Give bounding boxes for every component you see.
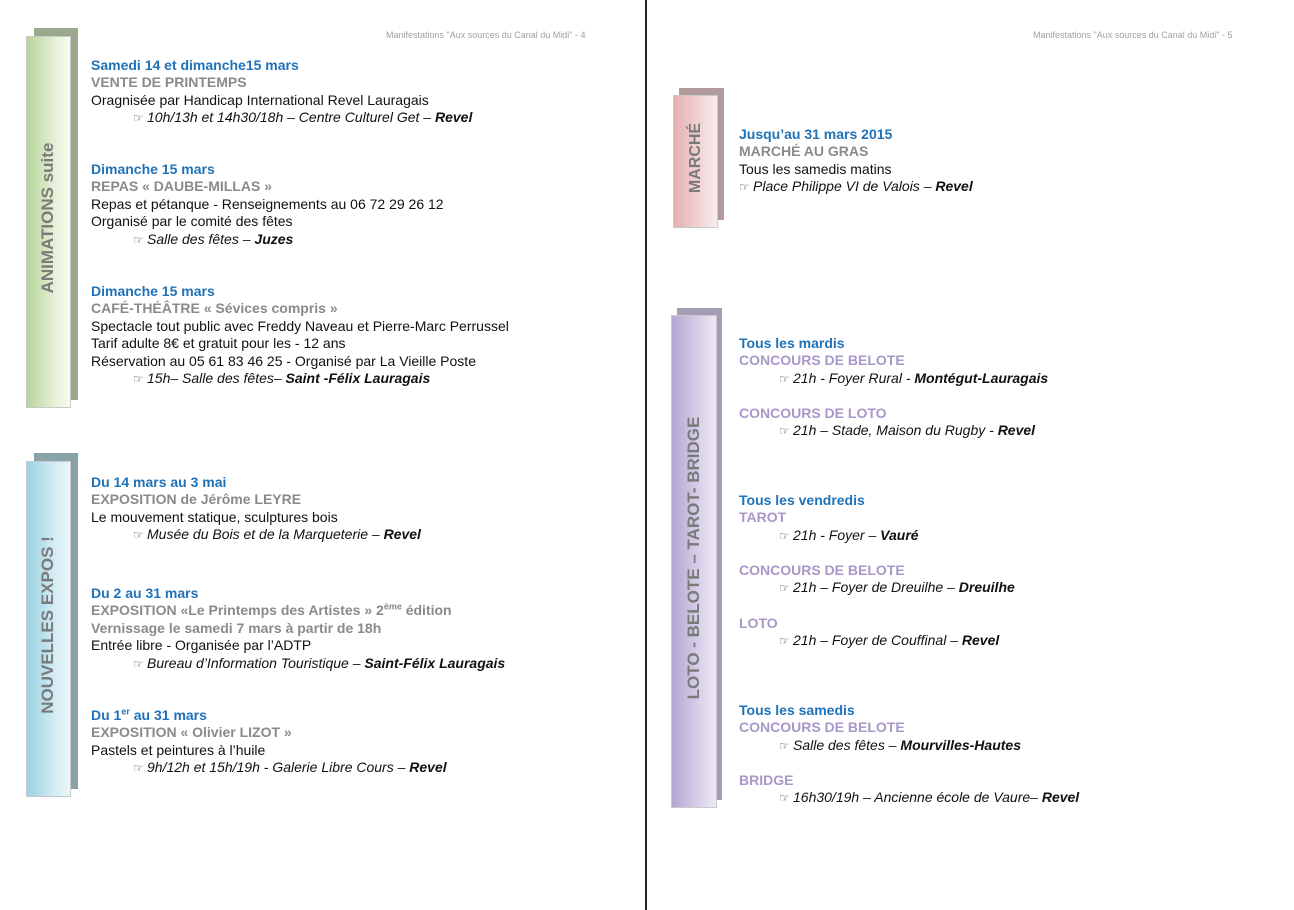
event-description: Tous les samedis matins — [739, 160, 892, 177]
pointing-hand-icon: ☞ — [779, 738, 790, 753]
event-town: Revel — [434, 109, 473, 126]
event-category: CONCOURS DE BELOTE — [739, 719, 905, 736]
event-town: Mourvilles-Hautes — [900, 736, 1021, 753]
event-location: ☞ Place Philippe VI de Valois – Revel — [739, 178, 973, 196]
event-description: Entrée libre - Organisée par l’ADTP — [91, 637, 312, 654]
tab-marche-label: MARCHÉ — [686, 122, 704, 194]
tab-loto-belote-label: LOTO - BELOTE – TAROT- BRIDGE — [683, 416, 703, 700]
event-date: Du 2 au 31 mars — [91, 585, 199, 601]
pointing-hand-icon: ☞ — [133, 656, 144, 671]
event-belote-vendredis — [739, 562, 1015, 598]
event-belote-samedis — [739, 702, 1021, 755]
event-town: Revel — [383, 526, 421, 543]
event-location: ☞ Salle des fêtes – Juzes — [133, 231, 444, 249]
event-date: Tous les vendredis — [739, 492, 865, 508]
event-town: Revel — [961, 632, 1000, 649]
event-marche-au-gras — [739, 126, 973, 197]
event-category: TAROT — [739, 509, 787, 526]
event-location: ☞ 21h - Foyer Rural - Montégut-Lauragais — [779, 370, 1048, 388]
event-town: Saint-Félix Lauragais — [364, 654, 506, 671]
pointing-hand-icon: ☞ — [779, 424, 790, 439]
event-date: Samedi 14 et dimanche15 mars — [91, 57, 299, 73]
event-location: ☞ 21h – Stade, Maison du Rugby - Revel — [779, 422, 1035, 440]
event-town: Vauré — [880, 526, 919, 543]
event-category: REPAS « DAUBE-MILLAS » — [91, 178, 272, 195]
event-town: Revel — [1041, 789, 1080, 806]
event-location: ☞ 21h – Foyer de Couffinal – Revel — [779, 632, 999, 650]
event-location: ☞ 10h/13h et 14h30/18h – Centre Culturel Get – Revel — [133, 109, 472, 127]
event-date: Dimanche 15 mars — [91, 283, 215, 299]
event-expo-printemps-artistes — [91, 585, 505, 673]
event-category: EXPOSITION « Olivier LIZOT » — [91, 724, 292, 741]
pointing-hand-icon: ☞ — [779, 634, 790, 649]
event-location: ☞ Bureau d’Information Touristique – Saint-Félix Lauragais — [133, 655, 505, 673]
event-town: Revel — [409, 759, 447, 776]
tab-animations — [26, 28, 78, 408]
event-bridge — [739, 772, 1079, 808]
event-tarot-vendredis — [739, 492, 919, 545]
pointing-hand-icon: ☞ — [133, 111, 144, 126]
event-town: Revel — [935, 178, 973, 195]
event-location: ☞ 21h - Foyer – Vauré — [779, 527, 919, 545]
event-description: Repas et pétanque - Renseignements au 06 72 29 26 12 — [91, 195, 444, 212]
event-town: Saint -Félix Lauragais — [285, 370, 431, 387]
event-location: ☞ 21h – Foyer de Dreuilhe – Dreuilhe — [779, 579, 1015, 597]
event-location: ☞ Musée du Bois et de la Marqueterie – Revel — [133, 526, 421, 544]
event-vente-printemps — [91, 57, 472, 128]
page-header-right: Manifestations "Aux sources du Canal du Midi" - 5 — [1033, 30, 1233, 40]
event-town: Dreuilhe — [958, 579, 1015, 596]
event-category: CONCOURS DE LOTO — [739, 405, 887, 421]
event-date: Dimanche 15 mars — [91, 161, 215, 177]
pointing-hand-icon: ☞ — [133, 761, 144, 776]
event-description: Tarif adulte 8€ et gratuit pour les - 12 ans — [91, 335, 346, 352]
event-date: Tous les mardis — [739, 335, 845, 351]
event-loto-mardis — [739, 405, 1035, 441]
event-cafe-theatre — [91, 283, 509, 388]
event-expo-leyre — [91, 474, 421, 545]
pointing-hand-icon: ☞ — [779, 528, 790, 543]
event-date: Du 1er au 31 mars — [91, 706, 207, 723]
event-category: MARCHÉ AU GRAS — [739, 143, 869, 160]
event-description: Réservation au 05 61 83 46 25 - Organisé par La Vieille Poste — [91, 352, 476, 369]
event-category: CAFÉ-THÉÂTRE « Sévices compris » — [91, 300, 338, 317]
event-description: Pastels et peintures à l’huile — [91, 741, 266, 758]
event-location: ☞ 15h– Salle des fêtes– Saint -Félix Lauragais — [133, 370, 509, 388]
event-category: EXPOSITION «Le Printemps des Artistes » 2ème édition — [91, 601, 452, 619]
pointing-hand-icon: ☞ — [133, 232, 144, 247]
tab-loto-belote — [671, 308, 722, 808]
event-category: CONCOURS DE BELOTE — [739, 352, 905, 369]
page-header-left: Manifestations "Aux sources du Canal du Midi" - 4 — [386, 30, 586, 40]
pointing-hand-icon: ☞ — [739, 180, 750, 195]
event-town: Revel — [997, 422, 1036, 439]
pointing-hand-icon: ☞ — [133, 528, 144, 543]
event-town: Juzes — [254, 230, 294, 247]
event-town: Montégut-Lauragais — [914, 369, 1049, 386]
event-date: Tous les samedis — [739, 702, 855, 718]
event-date: Jusqu’au 31 mars 2015 — [739, 126, 893, 142]
pointing-hand-icon: ☞ — [133, 372, 144, 387]
event-description: Oragnisée par Handicap International Revel Lauragais — [91, 91, 429, 108]
event-location: ☞ Salle des fêtes – Mourvilles-Hautes — [779, 737, 1021, 755]
event-repas-daube — [91, 161, 444, 249]
event-category: CONCOURS DE BELOTE — [739, 562, 905, 578]
pointing-hand-icon: ☞ — [779, 371, 790, 386]
event-category: BRIDGE — [739, 772, 794, 788]
event-description: Organisé par le comité des fêtes — [91, 213, 293, 230]
event-category: VENTE DE PRINTEMPS — [91, 74, 247, 91]
event-location: ☞ 16h30/19h – Ancienne école de Vaure– Revel — [779, 789, 1079, 807]
tab-nouvelles-expos — [26, 453, 78, 797]
event-date: Du 14 mars au 3 mai — [91, 474, 227, 490]
page-divider — [645, 0, 647, 910]
pointing-hand-icon: ☞ — [779, 581, 790, 596]
event-description: Le mouvement statique, sculptures bois — [91, 508, 338, 525]
event-location: ☞ 9h/12h et 15h/19h - Galerie Libre Cours – Revel — [133, 759, 447, 777]
event-category: LOTO — [739, 615, 778, 631]
tab-marche — [673, 88, 724, 228]
pointing-hand-icon: ☞ — [779, 791, 790, 806]
event-category: EXPOSITION de Jérôme LEYRE — [91, 491, 302, 508]
tab-nouvelles-expos-label: NOUVELLES EXPOS ! — [38, 536, 57, 714]
event-description: Spectacle tout public avec Freddy Naveau et Pierre-Marc Perrussel — [91, 317, 509, 334]
tab-animations-label: ANIMATIONS suite — [38, 142, 57, 294]
event-expo-lizot — [91, 707, 447, 778]
event-belote-mardis — [739, 335, 1048, 388]
event-loto-vendredis — [739, 615, 999, 651]
event-vernissage: Vernissage le samedi 7 mars à partir de 18h — [91, 619, 382, 636]
